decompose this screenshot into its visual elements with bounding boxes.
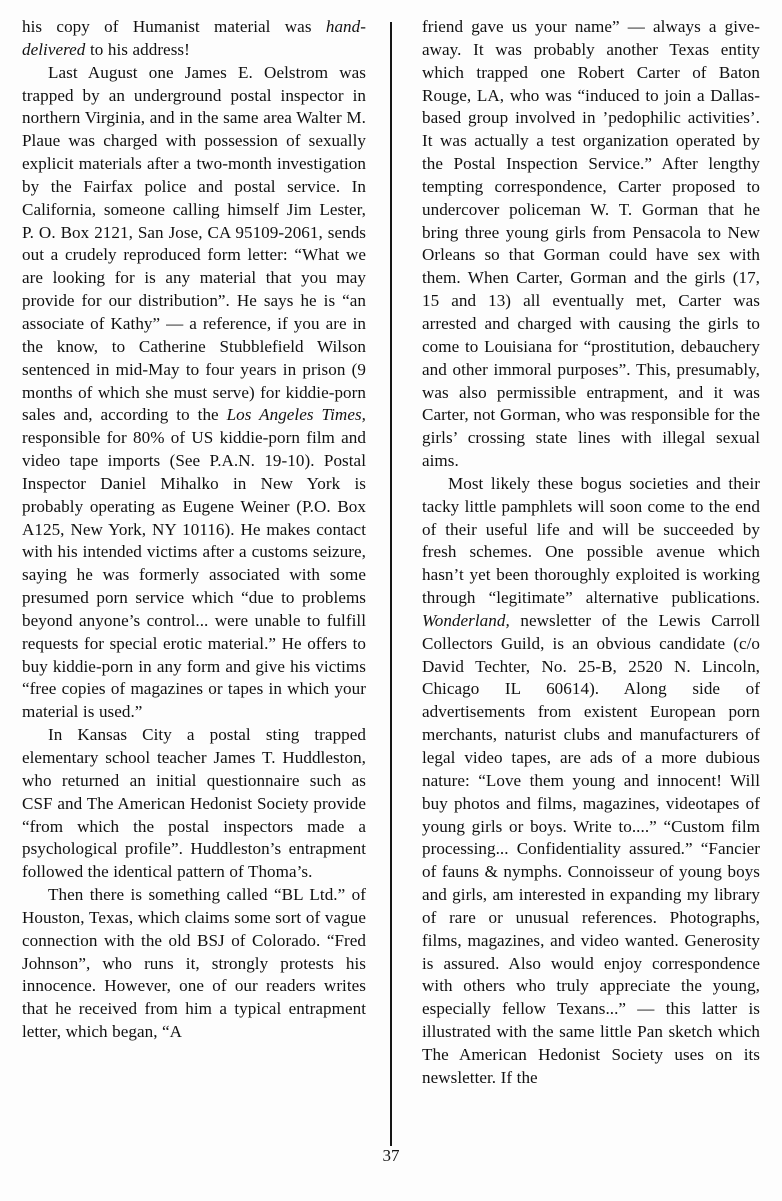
italic-title: hand-delivered	[22, 17, 366, 59]
two-column-body	[22, 16, 760, 1141]
text-run: Last August one James E. Oelstrom was trapped by an underground postal inspector in northern Virginia, and in the same area Walter M. Plaue was charged with possession of sexually explicit materials after a two-month investigation by the Fairfax police and postal service. In California, someone calling himself Jim Lester, P. O. Box 2121, San Jose, CA 95109-2061, sends out a crudely reproduced form letter: “What we are looking for is any material that you may provide for our distribution”. He says he is “an associate of Kathy” — a reference, if you are in the know, to Catherine Stubblefield Wilson sentenced in mid-May to four years in prison (9 months of which she must serve) for kiddie-porn sales and, according to the	[22, 62, 366, 425]
column-gutter	[370, 16, 412, 1141]
left-column	[22, 16, 370, 1044]
paragraph	[22, 724, 366, 884]
column-divider-rule	[390, 22, 392, 1146]
italic-title: Los Angeles Times,	[226, 405, 366, 425]
right-column	[412, 16, 760, 1090]
text-run: Most likely these bogus societies and their tacky little pamphlets will soon come to the end of their useful life and will be succeeded by fresh schemes. One possible avenue which hasn’t yet been thoroughly exploited is working through “legitimate” alternative publications.	[422, 473, 760, 608]
text-run: In Kansas City a postal sting trapped elementary school teacher James T. Huddleston, who returned an initial questionnaire such as CSF and The American Hedonist Society provide “from which the postal inspectors made a psychological profile”. Huddleston’s entrapment followed the identical pattern of Thoma’s.	[22, 725, 366, 882]
paragraph	[22, 16, 366, 62]
page-number: 37	[382, 1146, 400, 1165]
italic-title: Wonderland,	[422, 610, 510, 630]
text-run: his copy of Humanist material was	[22, 17, 326, 36]
text-run: Then there is something called “BL Ltd.” of Houston, Texas, which claims some sort of vague connection with the old BSJ of Colorado. “Fred Johnson”, who runs it, strongly protests his innocence. However, one of our readers writes that he received from him a typical entrapment letter, which began, “A	[22, 885, 366, 1042]
text-run: friend gave us your name” — always a give-away. It was probably another Texas entity which trapped one Robert Carter of Baton Rouge, LA, who was “induced to join a Dallas-based group involved in ’pedophilic activities’. It was actually a test organization operated by the Postal Inspection Service.” After lengthy tempting correspondence, Carter proposed to undercover policeman W. T. Gorman that he bring three young girls from Pensacola to New Orleans so that Gorman could have sex with them. When Carter, Gorman and the girls (17, 15 and 13) all eventually met, Carter was arrested and charged with causing the girls to come to Louisiana for “prostitution, debauchery and other immoral purposes”. This, presumably, was also permissible entrapment, and it was Carter, not Gorman, who was responsible for the girls’ crossing state lines with illegal sexual aims.	[422, 17, 760, 471]
text-run: newsletter of the Lewis Carroll Collectors Guild, is an obvious candidate (c/o David Techter, No. 25-B, 2520 N. Lincoln, Chicago IL 60614). Along side of advertisements from existent European porn merchants, naturist clubs and manufacturers of legal video tapes, are ads of a more dubious nature: “Love them young and innocent! Will buy photos and films, magazines, videotapes of young girls or boys. Write to....” “Custom film processing... Confidentiality assured.” “Fancier of fauns & nymphs. Connoisseur of young boys and girls, am interested in expanding my library of rare or unusual references. Photographs, films, magazines, and video wanted. Generosity is assured. Also would enjoy correspondence with others who truly appreciate the young, especially fellow Texans...” — this latter is illustrated with the same little Pan sketch which The American Hedonist Society uses on its newsletter. If the	[422, 610, 760, 1087]
paragraph	[22, 62, 366, 724]
paragraph	[422, 16, 760, 473]
paragraph	[422, 473, 760, 1090]
text-run: to his address!	[85, 39, 190, 59]
paragraph	[22, 884, 366, 1044]
text-run: responsible for 80% of US kiddie-porn film and video tape imports (See P.A.N. 19-10). Postal Inspector Daniel Mihalko in New York is probably operating as Eugene Weiner (P.O. Box A125, New York, NY 10116). He makes contact with his intended victims after a customs seizure, saying he was formerly associated with some presumed porn service which “due to problems beyond anyone’s control... were unable to fulfill requests for special erotic material.” He offers to buy kiddie-porn in any form and give his victims “free copies of magazines or tapes in which your material is used.”	[22, 428, 366, 722]
